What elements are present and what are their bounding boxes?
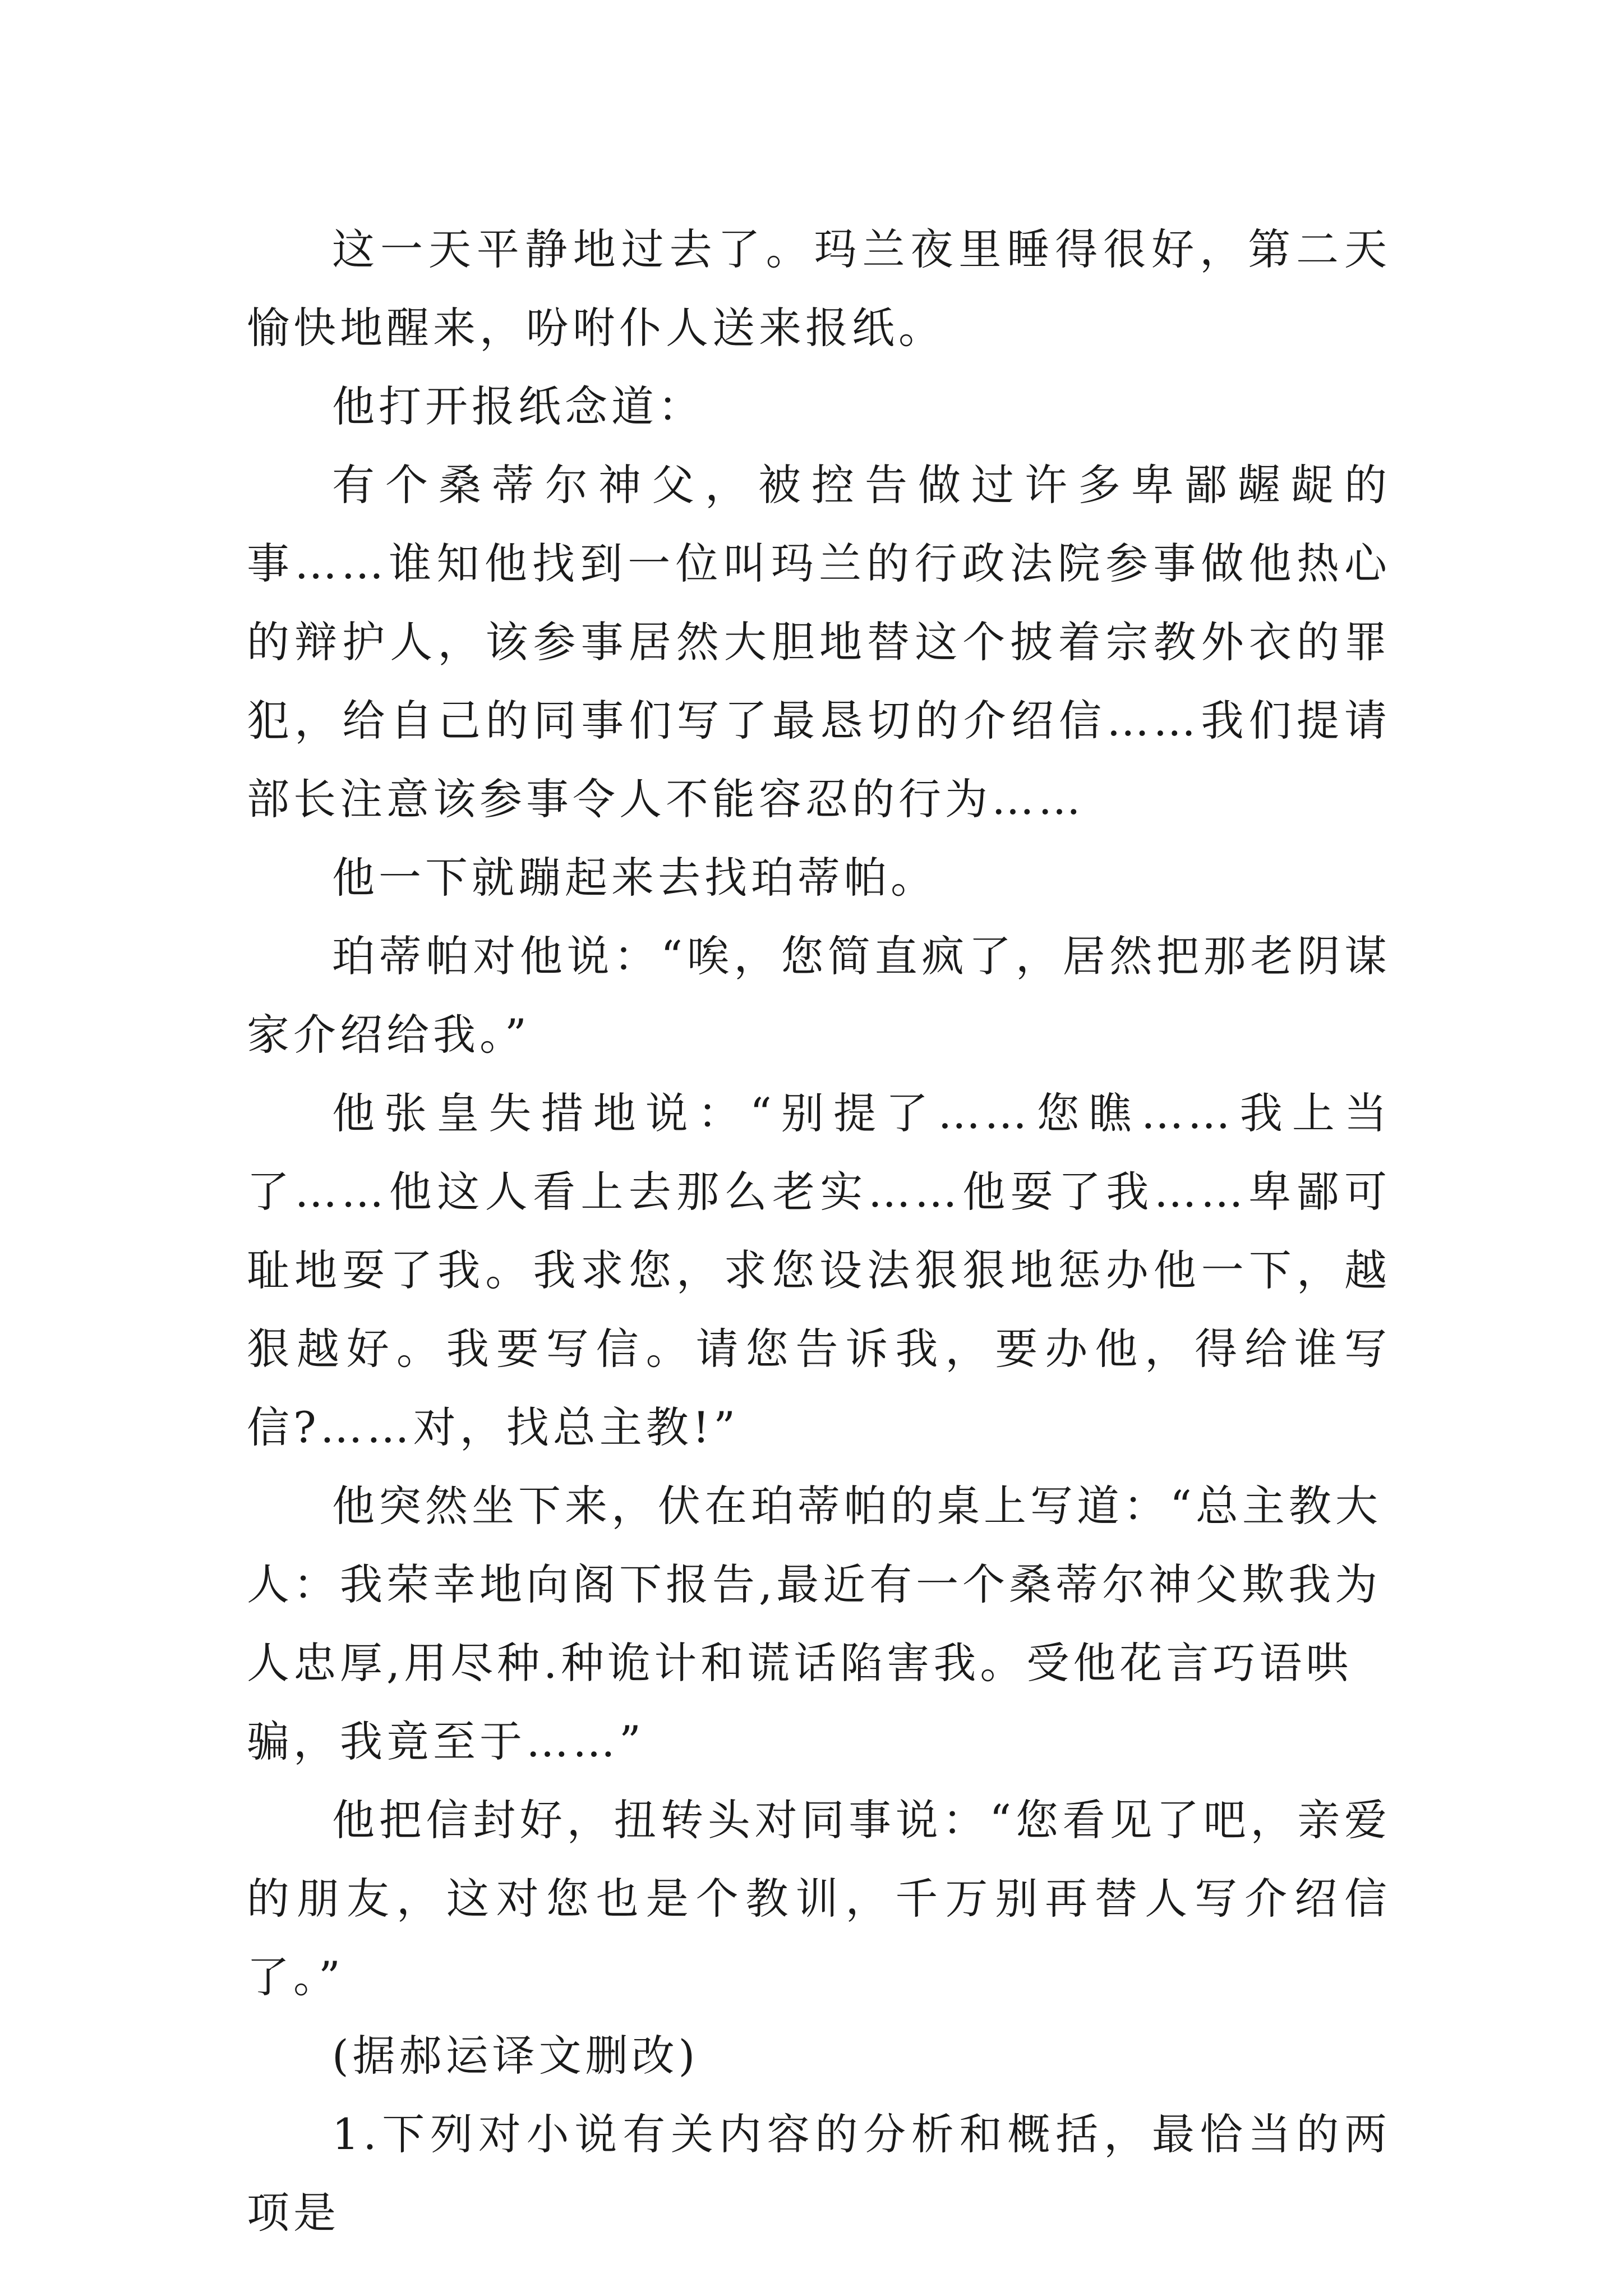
paragraph-1: 这一天平静地过去了。玛兰夜里睡得很好，第二天愉快地醒来，吩咐仆人送来报纸。 xyxy=(247,224,1391,353)
paragraph-6-dialogue: 他张皇失措地说：“别提了……您瞧……我上当了……他这人看上去那么老实……他耍了我……卑鄙可耻地耍了我。我求您，求您设法狠狠地惩办他一下，越狠越好。我要写信。请您告诉我，要办他，得给谁写信?……对，找总主教!” xyxy=(247,1088,1391,1452)
paragraph-5-dialogue: 珀蒂帕对他说：“唉，您简直疯了，居然把那老阴谋家介绍给我。” xyxy=(247,931,1391,1060)
paragraph-8-dialogue: 他把信封好，扭转头对同事说：“您看见了吧，亲爱的朋友，这对您也是个教训，千万别再替人写介绍信了。” xyxy=(247,1795,1391,2002)
paragraph-3-newspaper-quote: 有个桑蒂尔神父，被控告做过许多卑鄙龌龊的事……谁知他找到一位叫玛兰的行政法院参事做他热心的辩护人，该参事居然大胆地替这个披着宗教外衣的罪犯，给自己的同事们写了最恳切的介绍信……我们提请部长注意该参事令人不能容忍的行为…… xyxy=(247,460,1391,824)
source-note: (据郝运译文删改) xyxy=(332,2031,699,2081)
paragraph-2: 他打开报纸念道： xyxy=(332,381,704,431)
question-1: 1.下列对小说有关内容的分析和概括，最恰当的两项是 xyxy=(247,2109,1391,2238)
paragraph-7-letter: 他突然坐下来，伏在珀蒂帕的桌上写道：“总主教大人：我荣幸地向阁下报告,最近有一个桑蒂尔神父欺我为人忠厚,用尽种.种诡计和谎话陷害我。受他花言巧语哄骗，我竟至于……” xyxy=(247,1481,1382,1766)
paragraph-4: 他一下就蹦起来去找珀蒂帕。 xyxy=(332,853,937,903)
document-page xyxy=(247,210,1391,2252)
